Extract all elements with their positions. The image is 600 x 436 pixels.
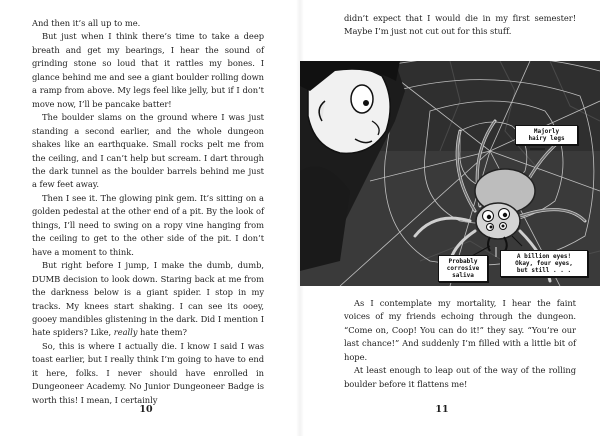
caption-billion-eyes: A billion eyes! Okay, four eyes, but still . . . xyxy=(500,250,588,277)
paragraph-text: But right before I jump, I make the dumb, dumb, DUMB decision to look down. Staring back at me from the darkness below is a giant spider. I stop in my tracks. My knees start shaking. I can see its ooey, gooey mandibles glistening in the dark. Did I mention I hate spiders? Like, xyxy=(32,260,264,338)
page-number-right: 11 xyxy=(435,404,449,415)
paragraph: As I contemplate my mortality, I hear the faint voices of my friends echoing through the dungeon. “Come on, Coop! You can do it!” they say. “You’re our last chance!” And suddenly I’m filled with a little bit of hope. xyxy=(344,298,576,362)
paragraph: But just when I think there’s time to take a deep breath and get my bearings, I hear the sound of grinding stone so loud that it rattles my bones. I glance behind me and see a giant boulder rolling down a ramp from above. My legs feel like jelly, but if I don’t move now, I’ll be pancake batter! xyxy=(32,31,264,109)
paragraph: And then it’s all up to me. xyxy=(32,18,141,28)
page-number-left: 10 xyxy=(139,404,153,415)
right-page-text-bottom xyxy=(344,297,576,391)
right-page-text-top xyxy=(344,12,576,39)
paragraph: The boulder slams on the ground where I was just standing a second earlier, and the whole dungeon shakes like an earthquake. Small rocks pelt me from the ceiling, and I can’t help but scream. I dart through the dark tunnel as the boulder barrels behind me just a few feet away. xyxy=(32,112,264,190)
caption-hairy-legs: Majorly hairy legs xyxy=(515,125,578,145)
paragraph: So, this is where I actually die. I know I said I was toast earlier, but I really think I’m going to have to end it here, folks. I never should have enrolled in Dungeoneer Academy. No Junior Dungeoneer Badge is worth this! I mean, I certainly xyxy=(32,340,264,405)
left-page-text xyxy=(32,17,264,407)
paragraph-text-tail: hate them? xyxy=(137,327,187,338)
caption-corrosive-saliva: Probably corrosive saliva xyxy=(438,255,488,282)
paragraph: Then I see it. The glowing pink gem. It’s sitting on a golden pedestal at the other end of a pit. By the look of things, I’ll need to swing on a ropy vine hanging from the ceiling to get to the other side of the pit. I don’t have a moment to think. xyxy=(32,192,264,257)
emphasis-word: really xyxy=(113,327,138,338)
paragraph xyxy=(32,259,264,340)
paragraph: didn’t expect that I would die in my first semester! Maybe I’m just not cut out for this stuff. xyxy=(344,13,576,37)
paragraph: At least enough to leap out of the way of the rolling boulder before it flattens me! xyxy=(344,365,576,389)
